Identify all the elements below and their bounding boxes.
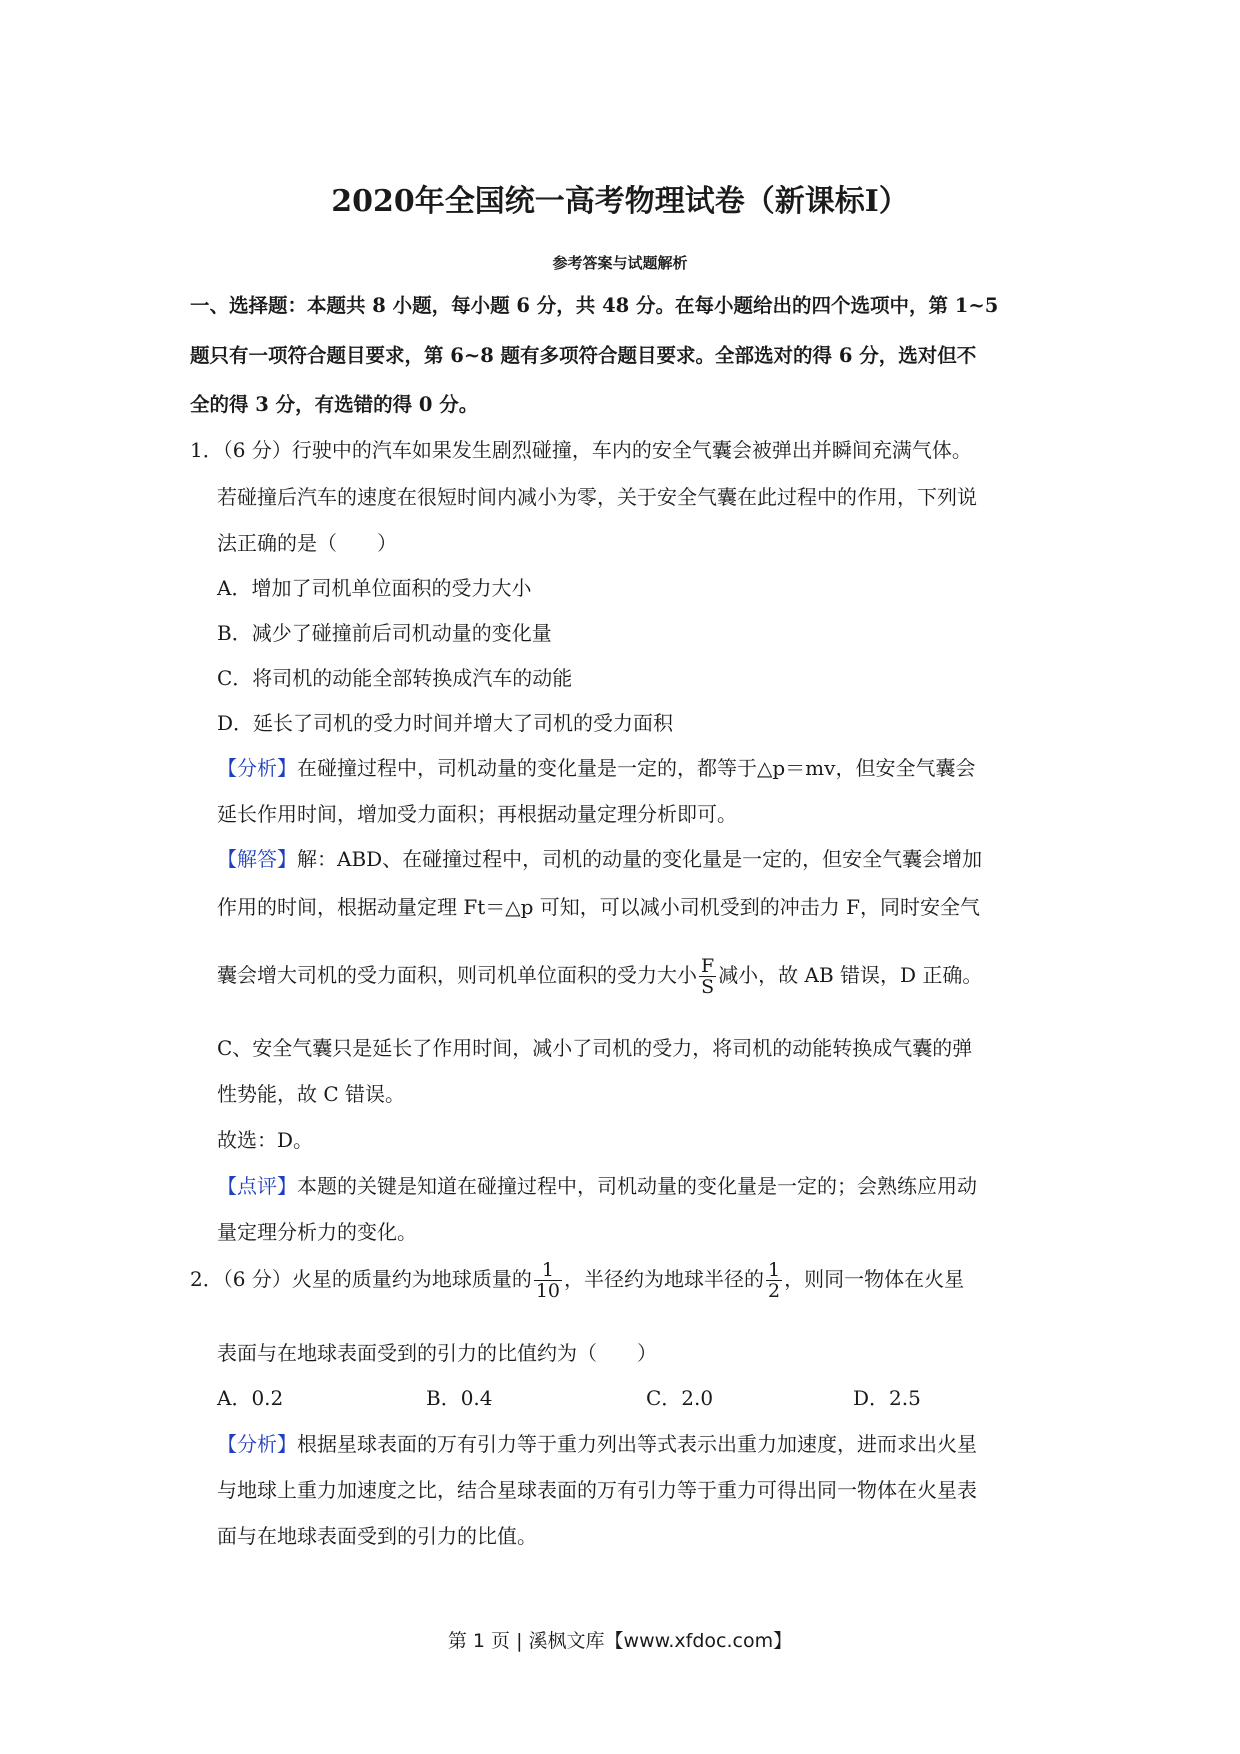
fraction-denominator: 10 [535, 1280, 561, 1302]
fraction-numerator: 1 [768, 1259, 781, 1281]
fraction-numerator: F [701, 955, 715, 977]
page-subtitle: 参考答案与试题解析 [552, 254, 688, 272]
comment-line: 本题的关键是知道在碰撞过程中，司机动量的变化量是一定的；会熟练应用动 [297, 1174, 977, 1198]
answer-block [217, 843, 982, 872]
analysis-tag: 【分析】 [217, 1432, 297, 1456]
page-footer: 第 1 页 | 溪枫文库【www.xfdoc.com】 [447, 1630, 793, 1652]
question-stem-line: 法正确的是（ ） [217, 531, 397, 555]
question-1 [190, 434, 972, 463]
section-header-line: 全的得 3 分，有选错的得 0 分。 [190, 393, 479, 416]
question-number: 1． [190, 438, 223, 462]
comment-line: 量定理分析力的变化。 [217, 1220, 417, 1244]
answer-line-with-fraction [217, 956, 982, 997]
analysis-line: 根据星球表面的万有引力等于重力列出等式表示出重力加速度，进而求出火星 [297, 1432, 977, 1456]
analysis-line: 在碰撞过程中，司机动量的变化量是一定的，都等于△p＝mv，但安全气囊会 [297, 756, 976, 780]
option-c: C．2.0 [646, 1386, 714, 1410]
analysis-line: 面与在地球表面受到的引力的比值。 [217, 1524, 537, 1548]
fraction-denominator: S [701, 976, 715, 998]
section-header-line: 一、选择题：本题共 8 小题，每小题 6 分，共 48 分。在每小题给出的四个选项中，第 1~5 [190, 294, 999, 317]
option-d: D．延长了司机的受力时间并增大了司机的受力面积 [217, 711, 674, 735]
answer-line: 性势能，故 C 错误。 [217, 1082, 406, 1106]
comment-tag: 【点评】 [217, 1174, 297, 1198]
fraction-one-half [766, 1260, 782, 1301]
analysis-tag: 【分析】 [217, 756, 297, 780]
question-number: 2． [190, 1267, 223, 1291]
fraction-f-over-s [699, 956, 716, 997]
option-a: A．增加了司机单位面积的受力大小 [217, 576, 532, 600]
question-stem-line: 若碰撞后汽车的速度在很短时间内减小为零，关于安全气囊在此过程中的作用，下列说 [217, 485, 977, 509]
section-header-line: 题只有一项符合题目要求，第 6~8 题有多项符合题目要求。全部选对的得 6 分，选对但不 [190, 344, 977, 367]
answer-text: 减小，故 AB 错误，D 正确。 [718, 963, 983, 987]
answer-line: C、安全气囊只是延长了作用时间，减小了司机的受力，将司机的动能转换成气囊的弹 [217, 1036, 973, 1060]
comment-block [217, 1170, 977, 1199]
option-c: C．将司机的动能全部转换成汽车的动能 [217, 666, 573, 690]
answer-line: 解：ABD、在碰撞过程中，司机的动量的变化量是一定的，但安全气囊会增加 [297, 847, 983, 871]
answer-text: 囊会增大司机的受力面积，则司机单位面积的受力大小 [217, 963, 697, 987]
answer-line: 作用的时间，根据动量定理 Ft＝△p 可知，可以减小司机受到的冲击力 F，同时安全气 [217, 895, 981, 919]
question-stem-line: 表面与在地球表面受到的引力的比值约为（ ） [217, 1341, 657, 1365]
question-stem-text: ，则同一物体在火星 [784, 1267, 965, 1291]
fraction-one-tenth [534, 1260, 562, 1301]
analysis-line: 与地球上重力加速度之比，结合星球表面的万有引力等于重力可得出同一物体在火星表 [217, 1478, 977, 1502]
question-stem-line: （6 分）行驶中的汽车如果发生剧烈碰撞，车内的安全气囊会被弹出并瞬间充满气体。 [222, 438, 972, 462]
question-2 [190, 1260, 964, 1301]
question-stem-text: （6 分）火星的质量约为地球质量的 [222, 1267, 532, 1291]
analysis-line: 延长作用时间，增加受力面积；再根据动量定理分析即可。 [217, 802, 737, 826]
fraction-numerator: 1 [534, 1260, 562, 1281]
option-b: B．减少了碰撞前后司机动量的变化量 [217, 621, 552, 645]
question-stem-text: ，半径约为地球半径的 [564, 1267, 765, 1291]
option-d: D．2.5 [853, 1386, 921, 1410]
answer-tag: 【解答】 [217, 847, 297, 871]
fraction-denominator: 2 [768, 1280, 781, 1302]
option-a: A．0.2 [217, 1386, 284, 1410]
analysis-block [217, 1428, 977, 1457]
option-b: B．0.4 [426, 1386, 493, 1410]
page-title: 2020年全国统一高考物理试卷（新课标Ⅰ） [331, 184, 909, 219]
analysis-block [217, 752, 975, 781]
answer-choice: 故选：D。 [217, 1128, 314, 1152]
